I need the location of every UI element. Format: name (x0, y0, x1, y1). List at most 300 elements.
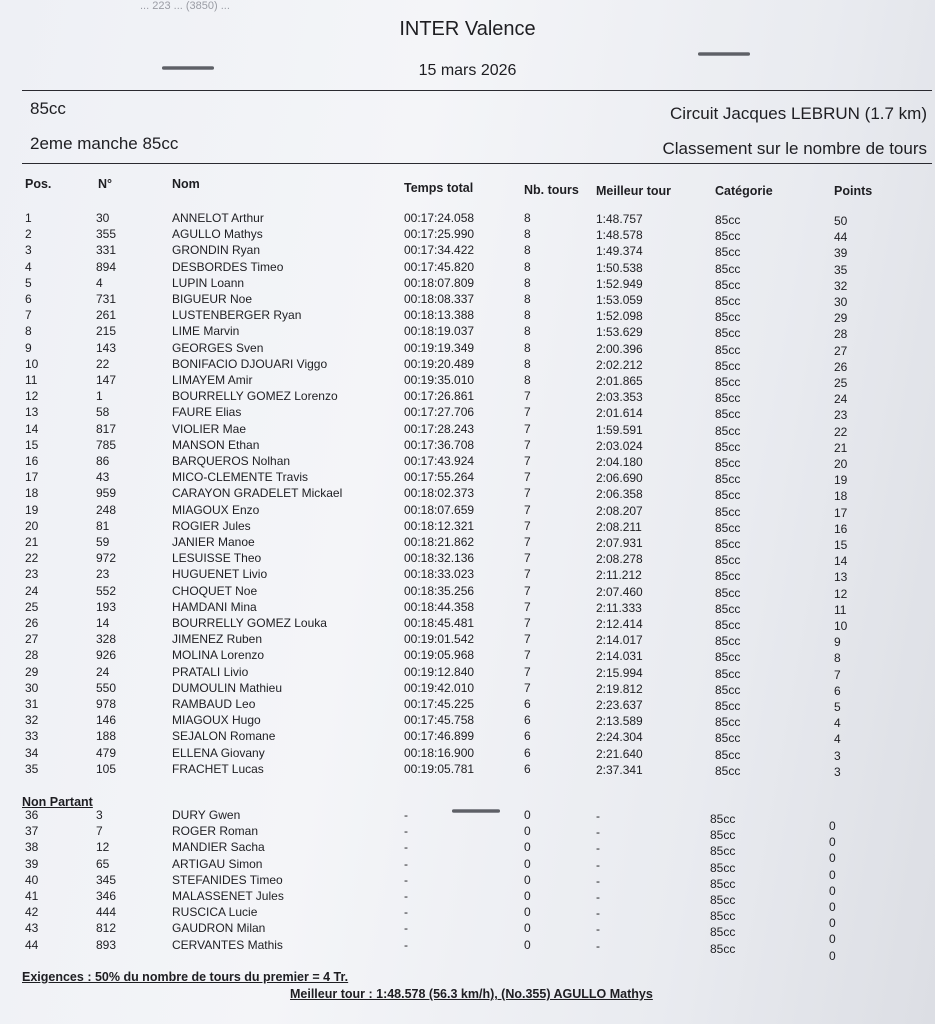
cell-time: - (404, 921, 408, 936)
cell-time: 00:19:12.840 (404, 664, 475, 679)
table-row (0, 616, 935, 632)
table-row (0, 341, 935, 357)
cell-laps: 6 (524, 697, 531, 711)
table-row (0, 324, 935, 340)
cell-best: 1:59.591 (596, 422, 643, 437)
cell-name: CARAYON GRADELET Mickael (172, 486, 343, 501)
cell-points: 39 (834, 246, 848, 261)
cell-pos: 32 (25, 713, 39, 728)
cell-cat: 85cc (715, 520, 741, 535)
cell-laps: 7 (524, 405, 531, 420)
cell-num: 215 (96, 324, 117, 339)
cell-pos: 27 (25, 632, 39, 647)
cell-time: 00:18:33.023 (404, 567, 475, 582)
cell-name: JIMENEZ Ruben (172, 632, 263, 647)
cell-cat: 85cc (715, 601, 741, 616)
cell-laps: 8 (524, 340, 531, 355)
cell-pos: 4 (25, 259, 32, 274)
cell-laps: 8 (524, 275, 531, 290)
cell-num: 552 (96, 583, 117, 598)
table-row (0, 357, 935, 373)
cell-num: 785 (96, 437, 117, 452)
cell-laps: 8 (524, 308, 531, 323)
cell-points: 18 (834, 489, 848, 504)
cell-cat: 85cc (715, 375, 741, 389)
cell-time: 00:18:35.256 (404, 583, 475, 598)
cell-points: 26 (834, 359, 848, 374)
cell-best: 2:15.994 (596, 665, 643, 680)
cell-pos: 16 (25, 454, 39, 468)
cell-laps: 7 (524, 664, 531, 679)
cell-laps: 8 (524, 243, 531, 258)
table-row (0, 535, 935, 551)
cell-points: 8 (834, 651, 841, 666)
cell-pos: 8 (25, 324, 32, 339)
table-row (0, 438, 935, 454)
cell-pos: 17 (25, 470, 39, 485)
cell-cat: 85cc (715, 261, 741, 276)
cell-best: 1:52.098 (596, 309, 643, 324)
cell-num: 817 (96, 421, 117, 436)
cell-num: 65 (96, 856, 110, 871)
cell-name: BARQUEROS Nolhan (172, 454, 291, 468)
table-row (0, 454, 935, 470)
cell-pos: 37 (25, 824, 39, 839)
cell-best: 2:01.614 (596, 406, 643, 421)
cell-time: 00:17:45.758 (404, 713, 475, 728)
cell-cat: 85cc (715, 342, 741, 357)
cell-pos: 7 (25, 308, 32, 323)
cell-points: 7 (834, 667, 841, 682)
cell-laps: 7 (524, 535, 531, 549)
cell-points: 0 (829, 900, 836, 914)
cell-best: 2:11.333 (596, 600, 642, 615)
cell-name: GAUDRON Milan (172, 921, 266, 936)
cell-pos: 40 (25, 872, 39, 887)
cell-best: 1:49.374 (596, 244, 643, 259)
cell-time: 00:18:13.388 (404, 308, 475, 323)
col-best-header: Meilleur tour (596, 184, 672, 198)
table-row (0, 729, 935, 745)
cell-num: 24 (96, 664, 110, 679)
table-row (0, 486, 935, 502)
cell-cat: 85cc (710, 893, 736, 907)
cell-points: 17 (834, 505, 848, 520)
cell-pos: 2 (25, 227, 32, 242)
cell-best: 1:48.578 (596, 228, 643, 243)
cell-points: 14 (834, 554, 848, 569)
cell-time: 00:17:24.058 (404, 211, 475, 225)
cell-name: LUPIN Loann (172, 275, 245, 290)
cell-points: 3 (834, 748, 841, 763)
cell-pos: 21 (25, 535, 39, 549)
cell-num: 959 (96, 486, 117, 501)
cell-points: 21 (834, 440, 848, 455)
cell-pos: 28 (25, 648, 39, 663)
cell-points: 0 (829, 851, 836, 866)
table-row (0, 551, 935, 567)
cell-best: - (596, 906, 600, 921)
cell-laps: 0 (524, 889, 531, 903)
table-row (0, 600, 935, 616)
cell-pos: 24 (25, 583, 39, 598)
cell-time: 00:18:08.337 (404, 292, 475, 306)
cell-pos: 29 (25, 664, 39, 679)
cell-time: 00:18:21.862 (404, 535, 475, 549)
cell-time: 00:19:01.542 (404, 632, 475, 647)
cell-time: 00:17:46.899 (404, 729, 475, 744)
table-row (0, 632, 935, 648)
table-row (0, 746, 935, 762)
cell-time: 00:19:35.010 (404, 373, 475, 387)
cell-best: - (596, 825, 600, 840)
cell-laps: 7 (524, 486, 531, 501)
cell-laps: 8 (524, 373, 531, 387)
cell-laps: 0 (524, 840, 531, 855)
cell-name: DURY Gwen (172, 808, 241, 822)
cell-laps: 7 (524, 583, 531, 598)
cell-cat: 85cc (715, 423, 741, 438)
col-points-header: Points (834, 184, 873, 198)
cell-num: 81 (96, 518, 110, 533)
cell-num: 23 (96, 567, 110, 582)
cell-best: - (596, 938, 600, 953)
cell-cat: 85cc (715, 456, 741, 470)
cell-best: 2:07.460 (596, 584, 643, 599)
cell-time: - (404, 889, 408, 903)
cell-cat: 85cc (710, 941, 736, 956)
cell-name: FRACHET Lucas (172, 761, 264, 776)
cell-name: ROGIER Jules (172, 518, 251, 533)
cell-num: 894 (96, 259, 117, 274)
table-row (0, 373, 935, 389)
cell-time: 00:17:25.990 (404, 227, 475, 242)
cell-laps: 0 (524, 937, 531, 952)
table-row (0, 937, 935, 963)
cell-points: 29 (834, 311, 848, 326)
cell-cat: 85cc (710, 844, 736, 859)
cell-name: MALASSENET Jules (172, 889, 284, 903)
cell-num: 3 (96, 808, 103, 822)
table-row (0, 503, 935, 519)
cell-cat: 85cc (715, 310, 741, 325)
cell-name: MOLINA Lorenzo (172, 648, 265, 663)
cell-pos: 35 (25, 761, 39, 776)
cell-num: 143 (96, 340, 117, 355)
cell-cat: 85cc (715, 553, 741, 568)
col-cat-header: Catégorie (715, 184, 773, 198)
table-row (0, 697, 935, 713)
cell-cat: 85cc (715, 407, 741, 422)
cell-name: GEORGES Sven (172, 340, 264, 355)
cell-name: DUMOULIN Mathieu (172, 680, 283, 695)
cell-cat: 85cc (715, 650, 741, 665)
table-row (0, 567, 935, 583)
cell-best: 2:11.212 (596, 568, 642, 583)
cell-points: 13 (834, 570, 848, 585)
requirements-note: Exigences : 50% du nombre de tours du premier = 4 Tr. (22, 970, 349, 984)
cell-best: - (596, 890, 600, 904)
cell-num: 4 (96, 275, 103, 290)
cell-name: CHOQUET Noe (172, 583, 258, 598)
cell-pos: 22 (25, 551, 39, 566)
cell-points: 4 (834, 716, 841, 731)
cell-cat: 85cc (710, 812, 736, 826)
cell-laps: 0 (524, 905, 531, 920)
cell-pos: 1 (25, 211, 32, 225)
event-date: 15 mars 2026 (418, 62, 517, 79)
cell-time: 00:17:34.422 (404, 243, 475, 258)
cell-name: ELLENA Giovany (172, 745, 265, 760)
cell-points: 16 (834, 521, 848, 536)
cell-num: 479 (96, 745, 117, 760)
cell-pos: 44 (25, 937, 39, 952)
cell-pos: 33 (25, 729, 39, 744)
cell-laps: 8 (524, 324, 531, 339)
cell-pos: 9 (25, 340, 32, 355)
cell-num: 86 (96, 454, 110, 468)
cell-num: 193 (96, 599, 117, 614)
cell-laps: 8 (524, 259, 531, 274)
cell-time: 00:19:05.781 (404, 761, 475, 776)
cell-points: 5 (834, 700, 841, 714)
cell-num: 146 (96, 713, 117, 728)
cell-num: 14 (96, 616, 110, 630)
cell-time: 00:18:19.037 (404, 324, 475, 339)
cell-laps: 6 (524, 761, 531, 776)
cell-cat: 85cc (715, 326, 741, 341)
divider (22, 90, 932, 91)
cell-name: MANDIER Sacha (172, 840, 265, 855)
cell-best: 1:48.757 (596, 212, 643, 226)
cell-name: BONIFACIO DJOUARI Viggo (172, 356, 328, 371)
cell-cat: 85cc (715, 277, 741, 292)
cell-time: 00:19:20.489 (404, 356, 475, 371)
cell-name: GRONDIN Ryan (172, 243, 261, 258)
cell-num: 58 (96, 405, 110, 420)
cell-cat: 85cc (715, 763, 741, 778)
cell-num: 346 (96, 889, 117, 903)
cell-name: VIOLIER Mae (172, 421, 247, 436)
cell-time: 00:18:44.358 (404, 599, 475, 614)
cell-num: 331 (96, 243, 117, 258)
cell-cat: 85cc (715, 634, 741, 649)
cell-points: 11 (834, 602, 847, 617)
cell-time: 00:17:55.264 (404, 470, 475, 485)
race-name: 2eme manche 85cc (30, 134, 179, 153)
cell-best: 2:06.690 (596, 471, 643, 486)
cell-cat: 85cc (715, 245, 741, 260)
cell-name: STEFANIDES Timeo (172, 872, 283, 887)
cell-laps: 7 (524, 502, 531, 517)
cell-name: FAURE Elias (172, 405, 242, 420)
cell-best: 2:03.353 (596, 390, 643, 405)
cell-points: 27 (834, 343, 848, 358)
cell-name: MIAGOUX Hugo (172, 713, 261, 728)
cell-pos: 12 (25, 389, 39, 404)
cell-points: 22 (834, 424, 848, 439)
cell-num: 926 (96, 648, 117, 663)
cell-time: 00:18:12.321 (404, 518, 475, 533)
cell-time: 00:18:16.900 (404, 745, 475, 760)
table-row (0, 713, 935, 729)
cell-points: 30 (834, 295, 848, 309)
cell-laps: 7 (524, 551, 531, 566)
cell-laps: 7 (524, 518, 531, 533)
cell-time: - (404, 856, 408, 871)
cell-best: 2:00.396 (596, 341, 643, 356)
cell-points: 25 (834, 376, 848, 390)
cell-pos: 34 (25, 745, 39, 760)
table-row (0, 243, 935, 259)
cell-laps: 7 (524, 389, 531, 404)
cell-laps: 6 (524, 713, 531, 728)
col-laps-header: Nb. tours (524, 183, 579, 197)
cell-time: - (404, 808, 408, 822)
cell-num: 345 (96, 872, 117, 887)
cell-pos: 3 (25, 243, 32, 258)
cell-cat: 85cc (715, 439, 741, 454)
cell-points: 9 (834, 635, 841, 650)
cell-cat: 85cc (715, 391, 741, 406)
cell-num: 1 (96, 389, 103, 404)
cell-pos: 39 (25, 856, 39, 871)
cell-time: 00:17:45.820 (404, 259, 475, 274)
cell-name: PRATALI Livio (172, 664, 249, 679)
cell-points: 12 (834, 586, 848, 601)
cell-num: 261 (96, 308, 117, 323)
cell-laps: 0 (524, 872, 531, 887)
cell-cat: 85cc (715, 472, 741, 487)
cell-time: 00:18:02.373 (404, 486, 475, 501)
cell-points: 24 (834, 392, 848, 407)
cell-name: MICO-CLEMENTE Travis (172, 470, 309, 485)
cell-cat: 85cc (710, 860, 736, 875)
cell-num: 355 (96, 227, 117, 242)
cell-name: AGULLO Mathys (172, 227, 263, 242)
cell-time: 00:17:26.861 (404, 389, 475, 404)
cell-laps: 7 (524, 567, 531, 582)
cell-time: 00:19:19.349 (404, 340, 475, 355)
cell-time: - (404, 840, 408, 855)
table-row (0, 405, 935, 421)
cell-num: 22 (96, 356, 110, 371)
cell-pos: 25 (25, 599, 39, 614)
cell-time: - (404, 872, 408, 887)
cell-cat: 85cc (715, 569, 741, 584)
divider (22, 163, 932, 164)
table-row (0, 308, 935, 324)
cell-cat: 85cc (715, 294, 741, 308)
cell-name: ARTIGAU Simon (172, 856, 263, 871)
cell-pos: 19 (25, 502, 39, 517)
cell-pos: 11 (25, 373, 38, 387)
cell-best: 1:53.059 (596, 293, 643, 307)
cell-name: BIGUEUR Noe (172, 292, 253, 306)
cell-cat: 85cc (715, 731, 741, 746)
cell-time: - (404, 824, 408, 839)
cell-points: 20 (834, 457, 848, 471)
table-row (0, 260, 935, 276)
cell-laps: 0 (524, 824, 531, 839)
cell-cat: 85cc (715, 715, 741, 730)
cell-points: 10 (834, 619, 848, 633)
cell-laps: 8 (524, 292, 531, 306)
cell-points: 4 (834, 732, 841, 747)
cell-time: 00:17:27.706 (404, 405, 475, 420)
cell-num: 972 (96, 551, 117, 566)
cell-name: CERVANTES Mathis (172, 937, 283, 952)
cell-best: 2:14.017 (596, 633, 643, 648)
cell-points: 0 (829, 867, 836, 882)
cell-name: RAMBAUD Leo (172, 697, 256, 711)
cell-time: 00:17:45.225 (404, 697, 475, 711)
class-label: 85cc (30, 99, 66, 118)
cell-laps: 0 (524, 921, 531, 936)
cell-best: 2:13.589 (596, 714, 643, 729)
cell-name: RUSCICA Lucie (172, 905, 258, 920)
cell-num: 59 (96, 535, 110, 549)
cell-points: 0 (829, 916, 836, 931)
cell-best: 2:21.640 (596, 746, 643, 761)
col-name-header: Nom (172, 177, 200, 191)
cell-cat: 85cc (715, 213, 741, 227)
cell-name: JANIER Manoe (172, 535, 255, 549)
cell-time: - (404, 937, 408, 952)
cell-num: 812 (96, 921, 117, 936)
cell-best: 2:08.207 (596, 503, 643, 518)
table-row (0, 681, 935, 697)
cell-num: 444 (96, 905, 117, 920)
cell-pos: 14 (25, 421, 39, 436)
cell-laps: 7 (524, 680, 531, 695)
cell-pos: 13 (25, 405, 39, 420)
cell-best: 2:14.031 (596, 649, 643, 664)
cell-name: LIME Marvin (172, 324, 240, 339)
cell-name: DESBORDES Timeo (172, 259, 284, 274)
cell-points: 0 (829, 819, 836, 833)
cell-laps: 7 (524, 632, 531, 647)
cell-best: 1:50.538 (596, 260, 643, 275)
circuit-name: Circuit Jacques LEBRUN (1.7 km) (670, 104, 927, 123)
cell-cat: 85cc (710, 925, 736, 940)
cell-best: - (596, 857, 600, 872)
cell-cat: 85cc (715, 699, 741, 713)
staple-icon (698, 52, 750, 56)
cell-laps: 7 (524, 470, 531, 485)
cell-num: 147 (96, 373, 117, 387)
cell-cat: 85cc (715, 488, 741, 503)
cell-name: BOURRELLY GOMEZ Louka (172, 616, 327, 630)
cell-cat: 85cc (715, 666, 741, 681)
cell-best: - (596, 809, 600, 823)
cell-name: MIAGOUX Enzo (172, 502, 260, 517)
table-row (0, 519, 935, 535)
cell-time: 00:19:42.010 (404, 680, 475, 695)
table-row (0, 422, 935, 438)
table-row (0, 389, 935, 405)
cell-pos: 31 (25, 697, 39, 711)
cell-num: 978 (96, 697, 117, 711)
table-row (0, 276, 935, 292)
cell-points: 44 (834, 230, 848, 245)
cell-points: 0 (829, 948, 836, 963)
cell-points: 32 (834, 278, 848, 293)
cell-cat: 85cc (715, 537, 741, 551)
cell-num: 248 (96, 502, 117, 517)
cell-cat: 85cc (715, 229, 741, 244)
table-row (0, 584, 935, 600)
